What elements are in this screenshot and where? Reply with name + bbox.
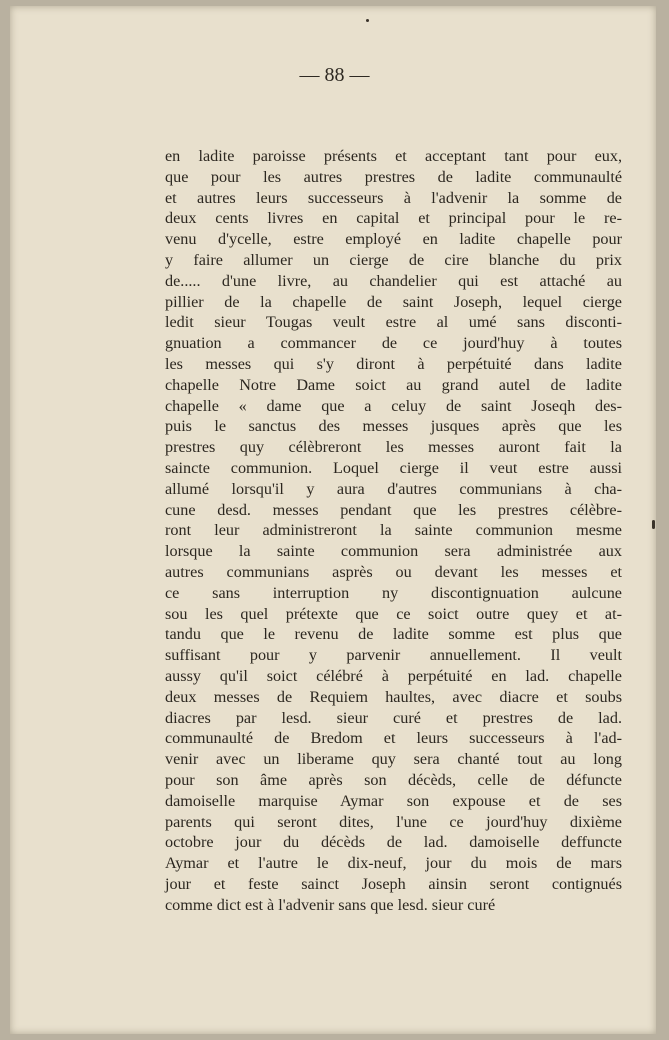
text-line: ce sans interruption ny discontignuation aulcune <box>165 583 622 602</box>
text-line: cune desd. messes pendant que les prestres célèbre- <box>165 500 622 519</box>
text-line: damoiselle marquise Aymar son expouse et de ses <box>165 791 622 810</box>
text-line: ront leur administreront la sainte communion mesme <box>165 521 622 540</box>
text-line: en ladite paroisse présents et acceptant tant pour eux, <box>165 147 622 165</box>
text-line: deux cents livres en capital et principal pour le re- <box>165 209 622 228</box>
text-line: suffisant pour y parvenir annuellement. Il veult <box>165 646 622 665</box>
text-line: diacres par lesd. sieur curé et prestres de lad. <box>165 708 622 727</box>
text-line: autres communians asprès ou devant les messes et <box>165 562 622 581</box>
text-line: lorsque la sainte communion sera administrée aux <box>165 542 622 561</box>
text-line: y faire allumer un cierge de cire blanche du prix <box>165 250 622 269</box>
paper-speck <box>366 19 369 22</box>
text-line: pour son âme après son décèds, celle de défuncte <box>165 770 622 789</box>
text-line: de..... d'une livre, au chandelier qui est attaché au <box>165 271 622 290</box>
paper-speck <box>652 520 655 529</box>
text-line: aussy qu'il soict célébré à perpétuité en lad. chapelle <box>165 666 622 685</box>
text-line: venu d'ycelle, estre employé en ladite chapelle pour <box>165 230 622 249</box>
text-line: parents qui seront dites, l'une ce jourd'huy dixième <box>165 812 622 831</box>
body-text <box>165 146 622 915</box>
text-line: chapelle Notre Dame soict au grand autel de ladite <box>165 375 622 394</box>
text-line: deux messes de Requiem haultes, avec diacre et soubs <box>165 687 622 706</box>
text-line: allumé lorsqu'il y aura d'autres communians à cha- <box>165 479 622 498</box>
text-line: jour et feste sainct Joseph ainsin seront contignués <box>165 874 622 893</box>
text-line: prestres quy célèbreront les messes auront fait la <box>165 438 622 457</box>
text-line: gnuation a commancer de ce jourd'huy à toutes <box>165 334 622 353</box>
text-line: comme dict est à l'advenir sans que lesd. sieur curé <box>165 895 496 914</box>
text-line: saincte communion. Loquel cierge il veut estre aussi <box>165 458 622 477</box>
text-line: que pour les autres prestres de ladite communaulté <box>165 167 622 186</box>
text-line: les messes qui s'y diront à perpétuité dans ladite <box>165 354 622 373</box>
text-line: tandu que le revenu de ladite somme est plus que <box>165 625 622 644</box>
text-line: octobre jour du décèds de lad. damoiselle deffuncte <box>165 833 622 852</box>
text-line: ledit sieur Tougas veult estre al umé sans disconti- <box>165 313 622 332</box>
text-line: communaulté de Bredom et leurs successeurs à l'ad- <box>165 729 622 748</box>
text-line: chapelle « dame que a celuy de saint Joseqh des- <box>165 396 622 415</box>
text-line: venir avec un liberame quy sera chanté tout au long <box>165 750 622 769</box>
text-line: Aymar et l'autre le dix-neuf, jour du mois de mars <box>165 854 622 873</box>
page-number: — 88 — <box>299 64 370 86</box>
text-line: pillier de la chapelle de saint Joseph, lequel cierge <box>165 292 622 311</box>
text-line: puis le sanctus des messes jusques après que les <box>165 417 622 436</box>
text-line: sou les quel prétexte que ce soict outre quey et at- <box>165 604 622 623</box>
text-line: et autres leurs successeurs à l'advenir la somme de <box>165 188 622 207</box>
